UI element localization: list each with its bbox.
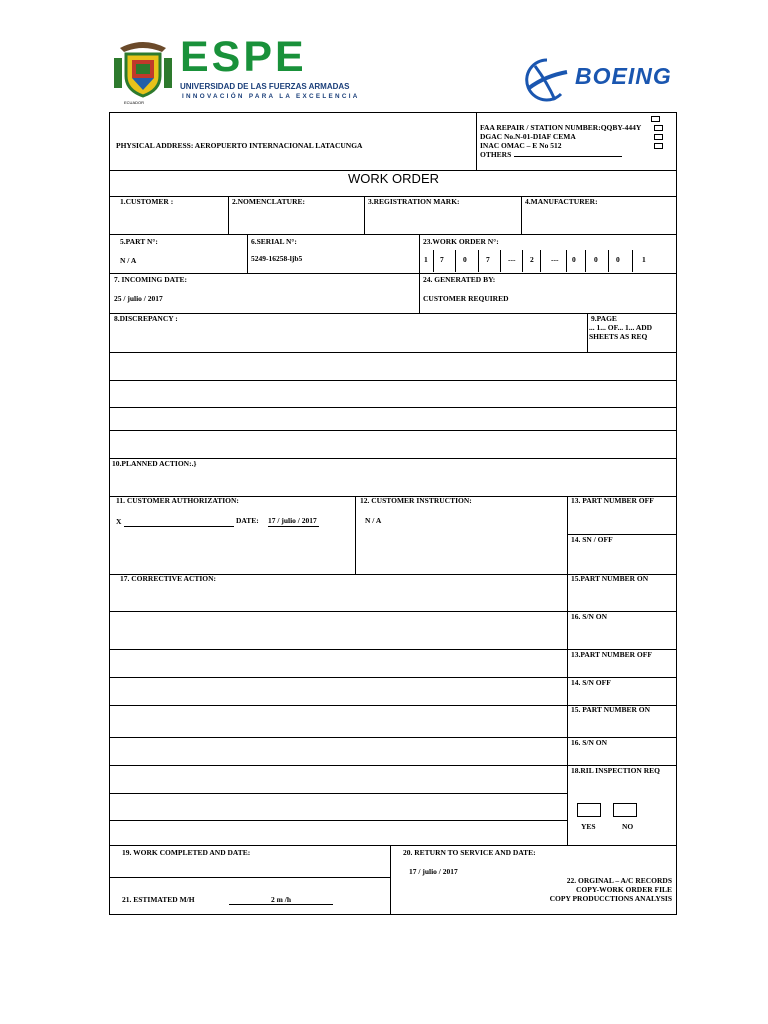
espe-motto: INNOVACIÓN PARA LA EXCELENCIA (182, 93, 360, 100)
part-number-off-label-1: 13. PART NUMBER OFF (571, 496, 654, 505)
part-number-on-label-2: 15. PART NUMBER ON (571, 705, 651, 714)
digit-separator (522, 250, 523, 272)
form-title: WORK ORDER (348, 171, 439, 186)
serial-label: 6.SERIAL N°: (251, 237, 297, 246)
discrepancy-label: 8.DISCREPANCY : (114, 314, 178, 323)
date-label: DATE: (236, 516, 259, 525)
work-order-digit: 1 (424, 255, 428, 264)
checkbox-dgac[interactable] (654, 125, 663, 131)
work-order-digit: 0 (594, 255, 598, 264)
work-completed-label: 19. WORK COMPLETED AND DATE: (122, 848, 251, 857)
sn-on-label-2: 16. S/N ON (571, 738, 608, 747)
customer-instruction-label: 12. CUSTOMER INSTRUCTION: (360, 496, 472, 505)
yes-checkbox[interactable] (577, 803, 601, 817)
copy-productions: COPY PRODUCCTIONS ANALYSIS (549, 894, 672, 903)
espe-crest-icon (112, 38, 174, 100)
part-number-on-label-1: 15.PART NUMBER ON (571, 574, 649, 583)
digit-separator (478, 250, 479, 272)
nomenclature-label: 2.NOMENCLATURE: (232, 197, 305, 206)
part-no-value: N / A (120, 256, 137, 265)
checkbox-others[interactable] (654, 143, 663, 149)
copy-work-order: COPY-WORK ORDER FILE (576, 885, 672, 894)
checkbox-faa[interactable] (651, 116, 660, 122)
work-order-digit: --- (508, 255, 516, 264)
sn-off-label-1: 14. SN / OFF (571, 535, 613, 544)
ril-inspection-label: 18.RIL INSPECTION REQ (571, 766, 660, 775)
part-number-off-label-2: 13.PART NUMBER OFF (571, 650, 652, 659)
dgac-number: DGAC No.N-01-DIAF CEMA (480, 132, 576, 141)
original-records: 22. ORGINAL – A/C RECORDS (566, 876, 672, 885)
work-order-digit: 0 (572, 255, 576, 264)
yes-label: YES (581, 822, 596, 831)
registration-label: 3.REGISTRATION MARK: (368, 197, 460, 206)
boeing-globe-icon (525, 58, 569, 102)
no-label: NO (622, 822, 634, 831)
corrective-action-label: 17. CORRECTIVE ACTION: (120, 574, 217, 583)
generated-by-value: CUSTOMER REQUIRED (423, 294, 509, 303)
faa-repair-station: FAA REPAIR / STATION NUMBER:QQBY-444Y (480, 123, 642, 132)
planned-action-label: 10.PLANNED ACTION:.} (112, 459, 197, 468)
digit-separator (540, 250, 541, 272)
customer-auth-x: X (116, 517, 122, 526)
sn-on-label-1: 16. S/N ON (571, 612, 608, 621)
work-order-no-label: 23.WORK ORDER N°: (423, 237, 499, 246)
page-label: 9.PAGE (591, 314, 617, 323)
others-label: OTHERS (480, 150, 512, 159)
digit-separator (433, 250, 434, 272)
physical-address: PHYSICAL ADDRESS: AEROPUERTO INTERNACIONAL LATACUNGA (116, 141, 363, 150)
customer-auth-label: 11. CUSTOMER AUTHORIZATION: (116, 496, 239, 505)
digit-separator (566, 250, 567, 272)
digit-separator (585, 250, 586, 272)
manufacturer-label: 4.MANUFACTURER: (525, 197, 598, 206)
no-checkbox[interactable] (613, 803, 637, 817)
work-order-digit: 0 (463, 255, 467, 264)
return-to-service-value: 17 / julio / 2017 (409, 867, 458, 876)
discrepancy-line (109, 407, 677, 408)
generated-by-label: 24. GENERATED BY: (423, 275, 496, 284)
page-value: ... 1... OF... 1... ADD (589, 323, 653, 332)
incoming-date-label: 7. INCOMING DATE: (114, 275, 187, 284)
date-value: 17 / julio / 2017 (268, 516, 317, 525)
espe-crest-caption: ECUADOR (124, 100, 145, 105)
discrepancy-line (109, 380, 677, 381)
digit-separator (455, 250, 456, 272)
customer-label: 1.CUSTOMER : (120, 197, 174, 206)
customer-instruction-value: N / A (365, 516, 382, 525)
return-to-service-label: 20. RETURN TO SERVICE AND DATE: (403, 848, 536, 857)
work-order-digit: 1 (642, 255, 646, 264)
boeing-logo (525, 58, 740, 104)
work-order-digit: --- (551, 255, 559, 264)
work-order-digit: 7 (440, 255, 444, 264)
part-no-label: 5.PART N°: (120, 237, 158, 246)
espe-university: UNIVERSIDAD DE LAS FUERZAS ARMADAS (180, 82, 350, 91)
sn-off-label-2: 14. S/N OFF (571, 678, 611, 687)
incoming-date-value: 25 / julio / 2017 (114, 294, 163, 303)
signature-line[interactable] (124, 526, 234, 527)
espe-logo (112, 33, 362, 105)
discrepancy-line (109, 430, 677, 431)
boeing-name: BOEING (575, 63, 672, 89)
estimated-mh-label: 21. ESTIMATED M/H (122, 895, 195, 904)
digit-separator (500, 250, 501, 272)
work-order-digit: 7 (486, 255, 490, 264)
digit-separator (632, 250, 633, 272)
work-order-digit: 0 (616, 255, 620, 264)
espe-name: ESPE (180, 33, 307, 81)
inac-omac: INAC OMAC – E No 512 (480, 141, 562, 150)
page-sheets: SHEETS AS REQ (589, 332, 648, 341)
checkbox-inac[interactable] (654, 134, 663, 140)
work-order-digit: 2 (530, 255, 534, 264)
work-order-form (109, 112, 677, 915)
digit-separator (608, 250, 609, 272)
estimated-mh-value: 2 m /h (229, 895, 333, 905)
serial-value: 5249-16258-ljb5 (251, 254, 303, 263)
